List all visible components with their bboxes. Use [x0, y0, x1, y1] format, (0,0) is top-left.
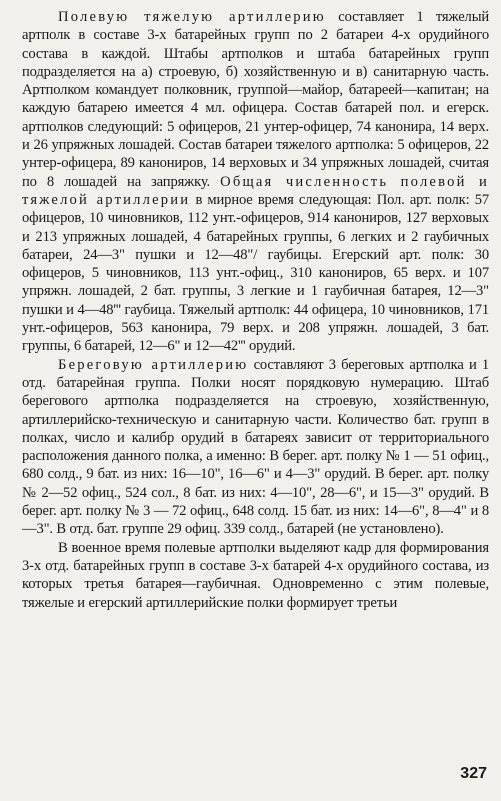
paragraph-field-artillery — [22, 8, 489, 356]
text-coastal-artillery: составляют 3 береговых артполка и 1 отд. батарейная группа. Полки носят порядковую нумерацию. Штаб берегового артполка подразделяется на строевую, хозяйственную, артиллерийско-техническую и санитарную части. Количество бат. групп в полках, число и калибр орудий в батареях зависит от территориального расположения данного полка, а именно: В берег. арт. полку № 1 — 51 офиц., 680 солд., 9 бат. из них: 16—10", 16—6" и 4—3" орудий. В берег. арт. полку № 2—52 офиц., 524 сол., 8 бат. из них: 4—10", 28—6", и 15—3" орудий. В берег. арт. полку № 3 — 72 офиц., 648 солд. 15 бат. из них: 14—6", 8—4" и 8—3". В отд. бат. группе 29 офиц. 339 солд., батарей (не установлено). — [22, 356, 489, 538]
text-total-strength: в мирное время следующая: Пол. арт. полк: 57 офицеров, 10 чиновников, 112 унт.-офицеров, 914 канониров, 127 верховых и 213 упряжных лошадей, 4 батарейных группы, 6 легких и 2 гаубичных батареи, 24—3" пушки и 12—48"/ гаубицы. Егерский арт. полк: 30 офицеров, 5 чиновников, 113 унт.-офиц., 310 канониров, 65 верх. и 107 упряжн. лошадей, 2 бат. группы, 3 легкие и 1 гаубичная батарея, 12—3" пушки и 4—48''' гаубица. Тяжелый артполк: 44 офицера, 10 чиновников, 171 унт.-офицеров, 563 канонира, 79 верх. и 208 упряжн. лошадей, 3 бат. группы, 6 батарей, 12—6" и 12—42''' орудий. — [22, 191, 490, 355]
lead-coastal-artillery: Береговую артиллерию — [58, 356, 249, 373]
paragraph-wartime — [22, 539, 489, 612]
lead-field-artillery: Полевую тяжелую артиллерию — [58, 9, 326, 25]
lead-total-strength: Общая численность полевой и тяжелой артиллерии — [22, 173, 489, 208]
page-number: 327 — [460, 765, 487, 782]
paragraph-coastal-artillery — [22, 356, 489, 539]
text-field-artillery: составляет 1 тяжелый артполк в составе 3-х батарейных групп по 2 батареи 4-х орудийного состава в каждой. Штабы артполков и штаба батарейных групп подразделяется на а) строевую, б) хозяйственную и в) санитарную часть. Артполком командует полковник, группой—майор, батареей—капитан; на каждую батарею имеется 4 мл. офицера. Состав батарей пол. и егерск. артполков следующий: 5 офицеров, 21 унтер-офицер, 74 канонира, 14 верх. и 26 упряжных лошадей. Состав батареи тяжелого артполка: 5 офицеров, 22 унтер-офицера, 89 канониров, 14 верховых и 34 упряжных лошадей, считая по 8 лошадей на запряжку. — [22, 9, 490, 190]
text-wartime: В военное время полевые артполки выделяют кадр для формирования 3-х отд. батарейных групп в составе 3-х батарей 4-х орудийного состава, из которых третья батарея—гаубичная. Одновременно с этим полевые, тяжелые и егерский артиллерийские полки формирует третьи — [22, 539, 489, 611]
